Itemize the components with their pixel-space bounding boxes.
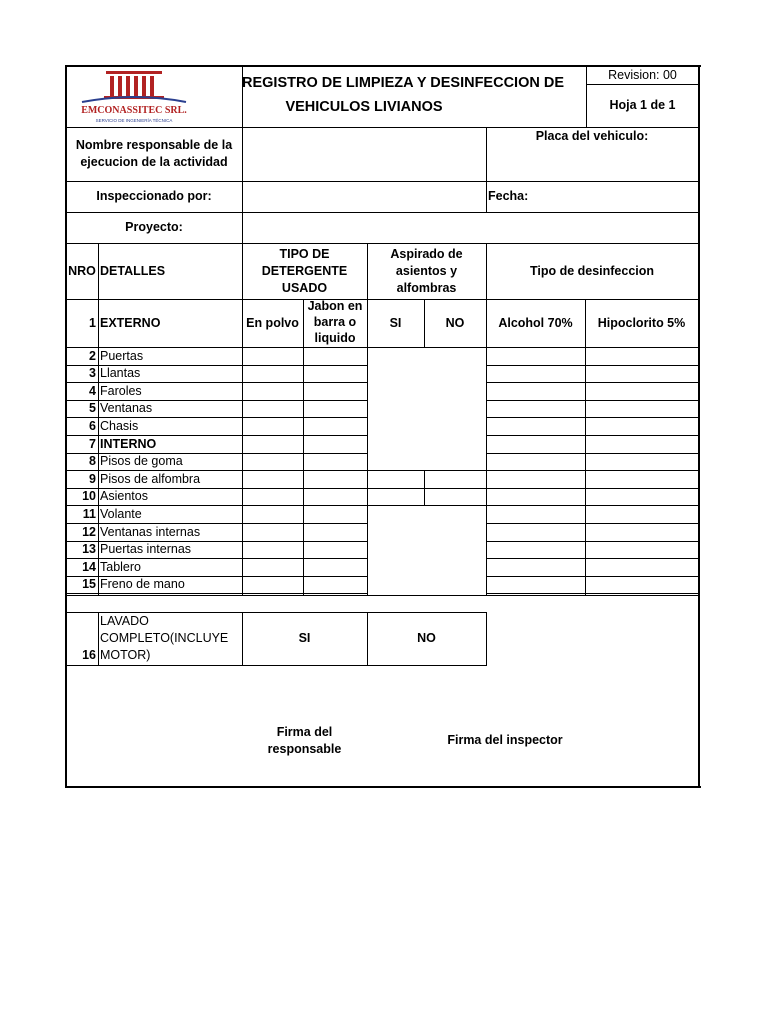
row-number: 6 <box>89 418 96 433</box>
row-number: 13 <box>82 542 96 556</box>
sheet-number: Hoja 1 de 1 <box>609 97 676 112</box>
company-logo <box>76 68 192 126</box>
revision-label: Revision: 00 <box>608 67 677 82</box>
plate-field[interactable] <box>487 145 697 180</box>
project-field[interactable] <box>243 213 697 242</box>
grid-line <box>66 593 368 594</box>
grid-line <box>367 470 487 471</box>
row-detail: Freno de mano <box>100 577 185 591</box>
row-detail: INTERNO <box>100 436 157 451</box>
row-number: 10 <box>82 489 96 503</box>
grid-line <box>486 382 699 383</box>
row-number: 15 <box>82 577 96 591</box>
row-number: 9 <box>89 471 96 486</box>
bar-soap-subheader: Jabon en barra o liquido <box>307 298 363 345</box>
row-number: 14 <box>82 559 96 574</box>
grid-line <box>486 365 699 366</box>
grid-line <box>367 505 487 506</box>
row-detail: Ventanas <box>100 401 153 415</box>
row-number: 8 <box>89 454 96 468</box>
signature-inspector: Firma del inspector <box>447 732 563 747</box>
grid-line <box>698 65 700 788</box>
signature-responsible: Firma del responsable <box>267 725 342 756</box>
hypochlorite-subheader: Hipoclorito 5% <box>597 315 686 330</box>
row-detail: Puertas <box>100 348 144 363</box>
wash-no-option[interactable]: NO <box>417 631 436 645</box>
row-number: 7 <box>89 436 96 451</box>
grid-line <box>367 488 487 489</box>
grid-line <box>486 400 699 401</box>
row-detail: Llantas <box>100 366 141 380</box>
swoosh-icon <box>82 97 186 102</box>
row-detail: Asientos <box>100 489 148 503</box>
grid-line <box>486 470 699 471</box>
logo-tagline: SERVICIO DE INGENIERÍA TÉCNICA <box>95 118 173 123</box>
nro-header: NRO <box>68 263 96 278</box>
row-detail: Tablero <box>100 559 141 574</box>
responsible-label: Nombre responsable de la ejecucion de la actividad <box>75 138 233 169</box>
wash-label: LAVADO COMPLETO(INCLUYE MOTOR) <box>100 614 229 662</box>
grid-line <box>424 470 425 505</box>
wash-si-option[interactable]: SI <box>298 631 311 645</box>
row-detail: Pisos de alfombra <box>100 471 201 486</box>
form-title <box>242 72 564 122</box>
row-detail: Volante <box>100 506 142 521</box>
row-number: 4 <box>89 383 96 398</box>
grid-line <box>486 505 699 506</box>
row-number: 1 <box>89 315 96 330</box>
logo-company-name: EMCONASSITEC SRL. <box>81 105 187 116</box>
row-detail: Ventanas internas <box>100 524 201 539</box>
vacuum-no-subheader: NO <box>445 315 465 330</box>
title-line-1: REGISTRO DE LIMPIEZA Y DESINFECCION DE <box>242 75 564 91</box>
row-number: 12 <box>82 524 96 539</box>
row-number: 11 <box>82 506 96 521</box>
details-header: DETALLES <box>100 263 166 278</box>
grid-line <box>486 453 699 454</box>
inspected-label: Inspeccionado por: <box>96 189 212 203</box>
inspected-field[interactable] <box>243 182 485 211</box>
grid-line <box>486 558 699 559</box>
project-label: Proyecto: <box>125 220 183 234</box>
powder-subheader: En polvo <box>246 315 299 330</box>
row-number: 3 <box>89 366 96 380</box>
row-detail: Chasis <box>100 418 139 433</box>
grid-line <box>65 786 701 788</box>
plate-label: Placa del vehiculo: <box>535 128 649 143</box>
grid-line <box>486 576 699 577</box>
date-field[interactable] <box>530 182 697 211</box>
title-line-2: VEHICULOS LIVIANOS <box>285 99 443 115</box>
grid-line <box>486 417 699 418</box>
detergent-header: TIPO DE DETERGENTE USADO <box>261 246 348 295</box>
grid-line <box>486 488 699 489</box>
grid-line <box>66 665 487 666</box>
row-number: 5 <box>89 401 96 415</box>
grid-line <box>486 541 699 542</box>
row-detail: Pisos de goma <box>100 454 183 468</box>
date-label: Fecha: <box>488 189 529 203</box>
vacuum-si-subheader: SI <box>389 315 402 330</box>
row-detail: Puertas internas <box>100 542 192 556</box>
grid-line <box>486 612 487 665</box>
alcohol-subheader: Alcohol 70% <box>498 315 573 330</box>
wash-row-number: 16 <box>82 648 96 662</box>
building-icon <box>104 71 164 99</box>
responsible-field[interactable] <box>243 128 485 180</box>
row-detail-externo: EXTERNO <box>100 315 161 330</box>
row-number: 2 <box>89 348 96 363</box>
row-detail: Faroles <box>100 383 142 398</box>
grid-line <box>486 523 699 524</box>
grid-line <box>486 593 699 594</box>
disinfection-header: Tipo de desinfeccion <box>529 263 655 278</box>
grid-line <box>486 435 699 436</box>
vacuum-header: Aspirado de asientos y alfombras <box>390 246 463 295</box>
grid-line <box>66 595 699 596</box>
